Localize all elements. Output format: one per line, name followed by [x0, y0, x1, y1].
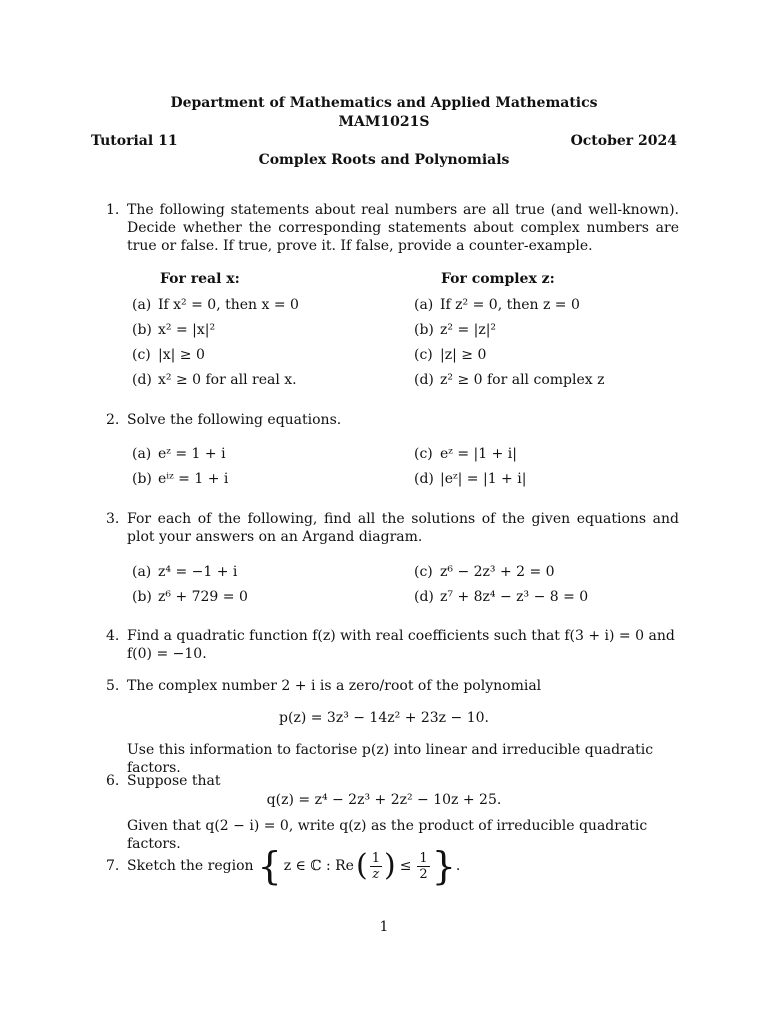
q3-part-c: (c) z⁶ − 2z³ + 2 = 0 [414, 564, 555, 580]
question-1-text: The following statements about real numbers are all true (and well-known). Decide whether the corresponding statements about complex numbers are true or false. If true, prove it. If false, provide a counter-example. [127, 202, 679, 254]
question-7-number: 7. [106, 858, 120, 874]
question-2-text: Solve the following equations. [127, 412, 342, 428]
question-7 [106, 844, 460, 888]
question-2-number: 2. [106, 412, 120, 428]
question-5-instruction: Use this information to factorise p(z) into linear and irreducible quadratic factors. [127, 742, 654, 776]
tutorial-date: October 2024 [570, 133, 677, 149]
real-part-d: (d) x² ≥ 0 for all real x. [132, 372, 297, 388]
question-1-number: 1. [106, 202, 120, 218]
close-brace: } [431, 844, 456, 888]
open-brace: { [257, 844, 282, 888]
question-5-text: The complex number 2 + i is a zero/root of the polynomial [127, 678, 542, 694]
page-number: 1 [379, 919, 389, 935]
open-paren: ( [355, 848, 368, 883]
complex-column-heading: For complex z: [441, 271, 555, 287]
q3-part-d: (d) z⁷ + 8z⁴ − z³ − 8 = 0 [414, 589, 589, 605]
polynomial-p-equation: p(z) = 3z³ − 14z² + 23z − 10. [279, 710, 489, 726]
question-4-number: 4. [106, 628, 120, 644]
complex-part-d: (d) z² ≥ 0 for all complex z [414, 372, 605, 388]
real-part-c: (c) |x| ≥ 0 [132, 347, 205, 363]
q2-part-a: (a) eᶻ = 1 + i [132, 446, 226, 462]
complex-part-c: (c) |z| ≥ 0 [414, 347, 487, 363]
polynomial-q-equation: q(z) = z⁴ − 2z³ + 2z² − 10z + 25. [266, 792, 502, 808]
q3-part-a: (a) z⁴ = −1 + i [132, 564, 238, 580]
department-title: Department of Mathematics and Applied Mathematics [170, 95, 598, 111]
tutorial-number: Tutorial 11 [91, 133, 178, 149]
question-6-instruction: Given that q(2 − i) = 0, write q(z) as the product of irreducible quadratic factors. [127, 818, 648, 852]
tutorial-topic: Complex Roots and Polynomials [258, 152, 510, 168]
question-4-text: Find a quadratic function f(z) with real coefficients such that f(3 + i) = 0 and f(0) = −10. [127, 628, 675, 662]
q3-part-b: (b) z⁶ + 729 = 0 [132, 589, 248, 605]
question-5-number: 5. [106, 678, 120, 694]
q2-part-c: (c) eᶻ = |1 + i| [414, 446, 517, 462]
real-part-b: (b) x² = |x|² [132, 322, 216, 338]
leq-symbol: ≤ [399, 858, 412, 874]
region-period: . [455, 858, 461, 874]
complex-part-b: (b) z² = |z|² [414, 322, 497, 338]
course-code: MAM1021S [338, 114, 430, 130]
real-part-a: (a) If x² = 0, then x = 0 [132, 297, 299, 313]
fraction-one-over-z: $\frac{1}{z}$ [371, 850, 380, 882]
question-3-number: 3. [106, 511, 120, 527]
question-3-text: For each of the following, find all the solutions of the given equations and plot your answers on an Argand diagram. [127, 511, 679, 545]
close-paren: ) [383, 848, 396, 883]
q2-part-b: (b) eⁱᶻ = 1 + i [132, 471, 229, 487]
set-condition-start: z ∈ ℂ : Re [283, 858, 354, 874]
question-6-text: Suppose that [127, 773, 221, 789]
fraction-one-half: $\frac{1}{2}$ [419, 850, 428, 882]
question-7-text: Sketch the region [127, 858, 254, 874]
question-6-number: 6. [106, 773, 120, 789]
real-column-heading: For real x: [160, 271, 240, 287]
complex-part-a: (a) If z² = 0, then z = 0 [414, 297, 580, 313]
q2-part-d: (d) |eᶻ| = |1 + i| [414, 471, 527, 487]
